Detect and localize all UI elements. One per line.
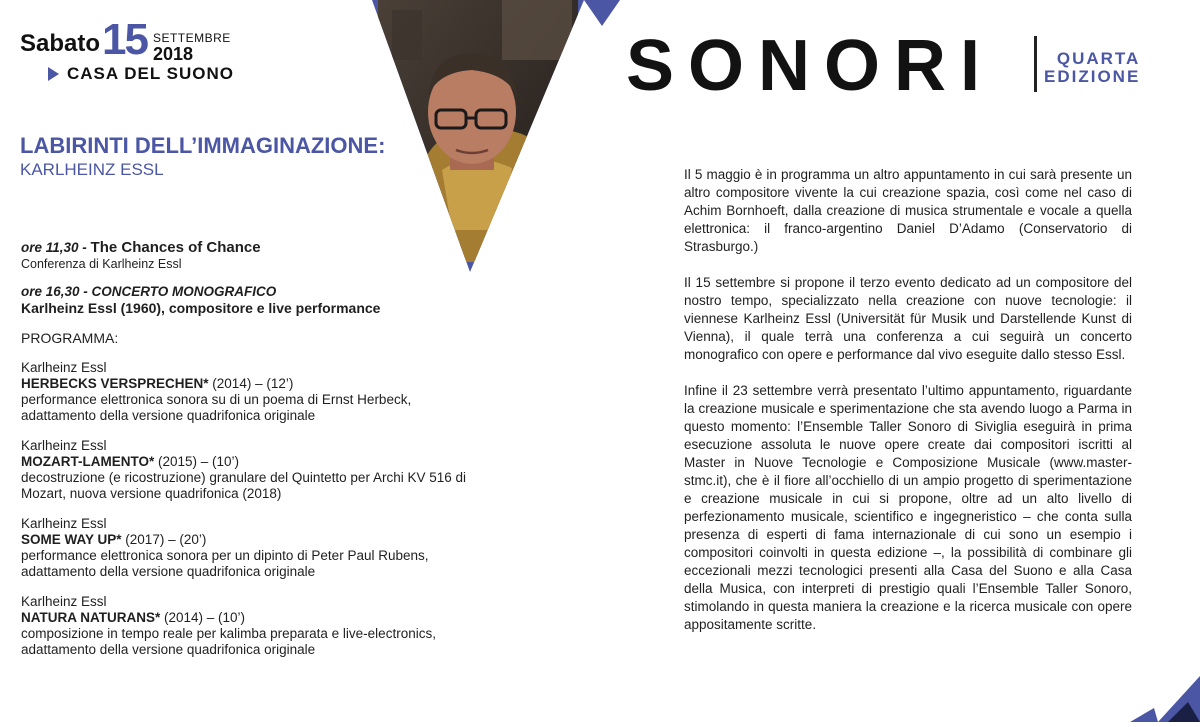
piece-desc-2: adattamento della versione quadrifonica originale [21,564,316,579]
program-piece [21,360,581,424]
piece-desc-2: Mozart, nuova versione quadrifonica (2018) [21,486,282,501]
piece-composer: Karlheinz Essl [21,438,107,453]
piece-meta: (2014) – (12’) [208,376,294,391]
composer-portrait [372,0,584,272]
date-year: 2018 [152,44,194,64]
piece-title: SOME WAY UP* [21,532,122,547]
accent-triangle [584,0,620,26]
edition-line2: EDIZIONE [1044,67,1141,86]
event-1-detail: Conferenza di Karlheinz Essl [21,257,182,271]
event-2-sep: - [79,284,92,299]
piece-desc-1: performance elettronica sonora su di un poema di Ernst Herbeck, [21,392,412,407]
piece-composer: Karlheinz Essl [21,594,107,609]
date-day-number: 15 [102,15,147,64]
program-piece [21,516,581,580]
event-1-time: ore 11,30 [21,240,79,255]
event-2-time: ore 16,30 [21,284,80,299]
piece-meta: (2017) – (20’) [121,532,207,547]
logo-divider [1034,36,1037,92]
event-1-sep: - [78,240,91,255]
date-month: SETTEMBRE [152,31,231,45]
event-1 [21,240,581,256]
piece-desc-2: adattamento della versione quadrifonica originale [21,408,316,423]
triangle-right-icon [48,67,59,81]
piece-title: NATURA NATURANS* [21,610,161,625]
paragraph-2: Il 15 settembre si propone il terzo evento dedicato ad un compositore del nostro tempo, specializzato nella creazione con nuove tecnologie: il viennese Karlheinz Essl (Universität für Musik und Darstellende Kunst di Vienna), il quale terrà una conferenza a cui seguirà un concerto monografico con opere e performance dal vivo eseguite dallo stesso Essl. [684,275,1132,362]
event-2-title: CONCERTO MONOGRAFICO [91,284,277,299]
event-1-title: The Chances of Chance [90,239,261,256]
piece-title: MOZART-LAMENTO* [21,454,155,469]
event-2 [21,284,581,300]
program-piece [21,594,581,658]
piece-composer: Karlheinz Essl [21,360,107,375]
piece-heading [21,454,581,470]
program-heading: PROGRAMMA: [21,330,119,346]
piece-desc-1: composizione in tempo reale per kalimba preparata e live-electronics, [21,626,436,641]
page-subtitle: KARLHEINZ ESSL [20,160,164,179]
edition-label [1044,50,1140,86]
piece-meta: (2015) – (10’) [154,454,240,469]
schedule-column [21,240,581,658]
date-day-name: Sabato [20,30,101,57]
date-month-year [153,32,231,63]
page-title: LABIRINTI DELL’IMMAGINAZIONE: [20,133,386,158]
piece-heading [21,532,581,548]
piece-desc-1: performance elettronica sonora per un dipinto di Peter Paul Rubens, [21,548,429,563]
paragraph-1: Il 5 maggio è in programma un altro appuntamento in cui sarà presente un altro compositore vivente la cui creazione spazia, così come nel caso di Achim Bornhoeft, dalla creazione di musica strumentale e vocale a quella elettronica: il franco-argentino Daniel D’Adamo (Conservatorio di Strasburgo.) [684,167,1132,254]
venue [48,64,234,84]
piece-heading [21,376,581,392]
sonori-logo: SONORI [626,26,995,106]
piece-composer: Karlheinz Essl [21,516,107,531]
portrait-svg [372,0,584,272]
program-piece [21,438,581,502]
piece-meta: (2014) – (10’) [160,610,246,625]
description-column [684,166,1132,652]
event-2-detail: Karlheinz Essl (1960), compositore e live performance [21,300,381,316]
event-date [20,15,231,64]
piece-title: HERBECKS VERSPRECHEN* [21,376,209,391]
venue-label: CASA DEL SUONO [67,64,235,83]
piece-desc-2: adattamento della versione quadrifonica originale [21,642,316,657]
corner-triangles-icon [1128,672,1200,727]
piece-heading [21,610,581,626]
paragraph-3: Infine il 23 settembre verrà presentato l’ultimo appuntamento, riguardante la creazione musicale e sperimentazione che sta avendo luogo a Parma in questo momento: l’Ensemble Taller Sonoro di Siviglia eseguirà in prima esecuzione assoluta le nuove opere create dai compositori iscritti al Master in Nuove Tecnologie e Composizione Musicale (www.master-stmc.it), che è il fiore all’occhiello di un ampio progetto di sperimentazione e creazione musicale in cui si propone, oltre ad un alto livello di perfezionamento musicale, scientifico e ingegneristico – che conta sulla presenza di esperti di fama internazionale di cui sono un esempio i compositori coinvolti in questa edizione –, la possibilità di combinare gli eccezionali mezzi tecnologici presenti alla Casa del Suono e alla Casa della Musica, con interpreti di prestigio quali l’Ensemble Taller Sonoro, stimolando in questa maniera la creazione e la ricerca musicale con opere appositamente scritte. [684,383,1132,632]
piece-desc-1: decostruzione (e ricostruzione) granulare del Quintetto per Archi KV 516 di [21,470,466,485]
corner-svg [1128,672,1200,722]
edition-line1: QUARTA [1056,49,1141,68]
